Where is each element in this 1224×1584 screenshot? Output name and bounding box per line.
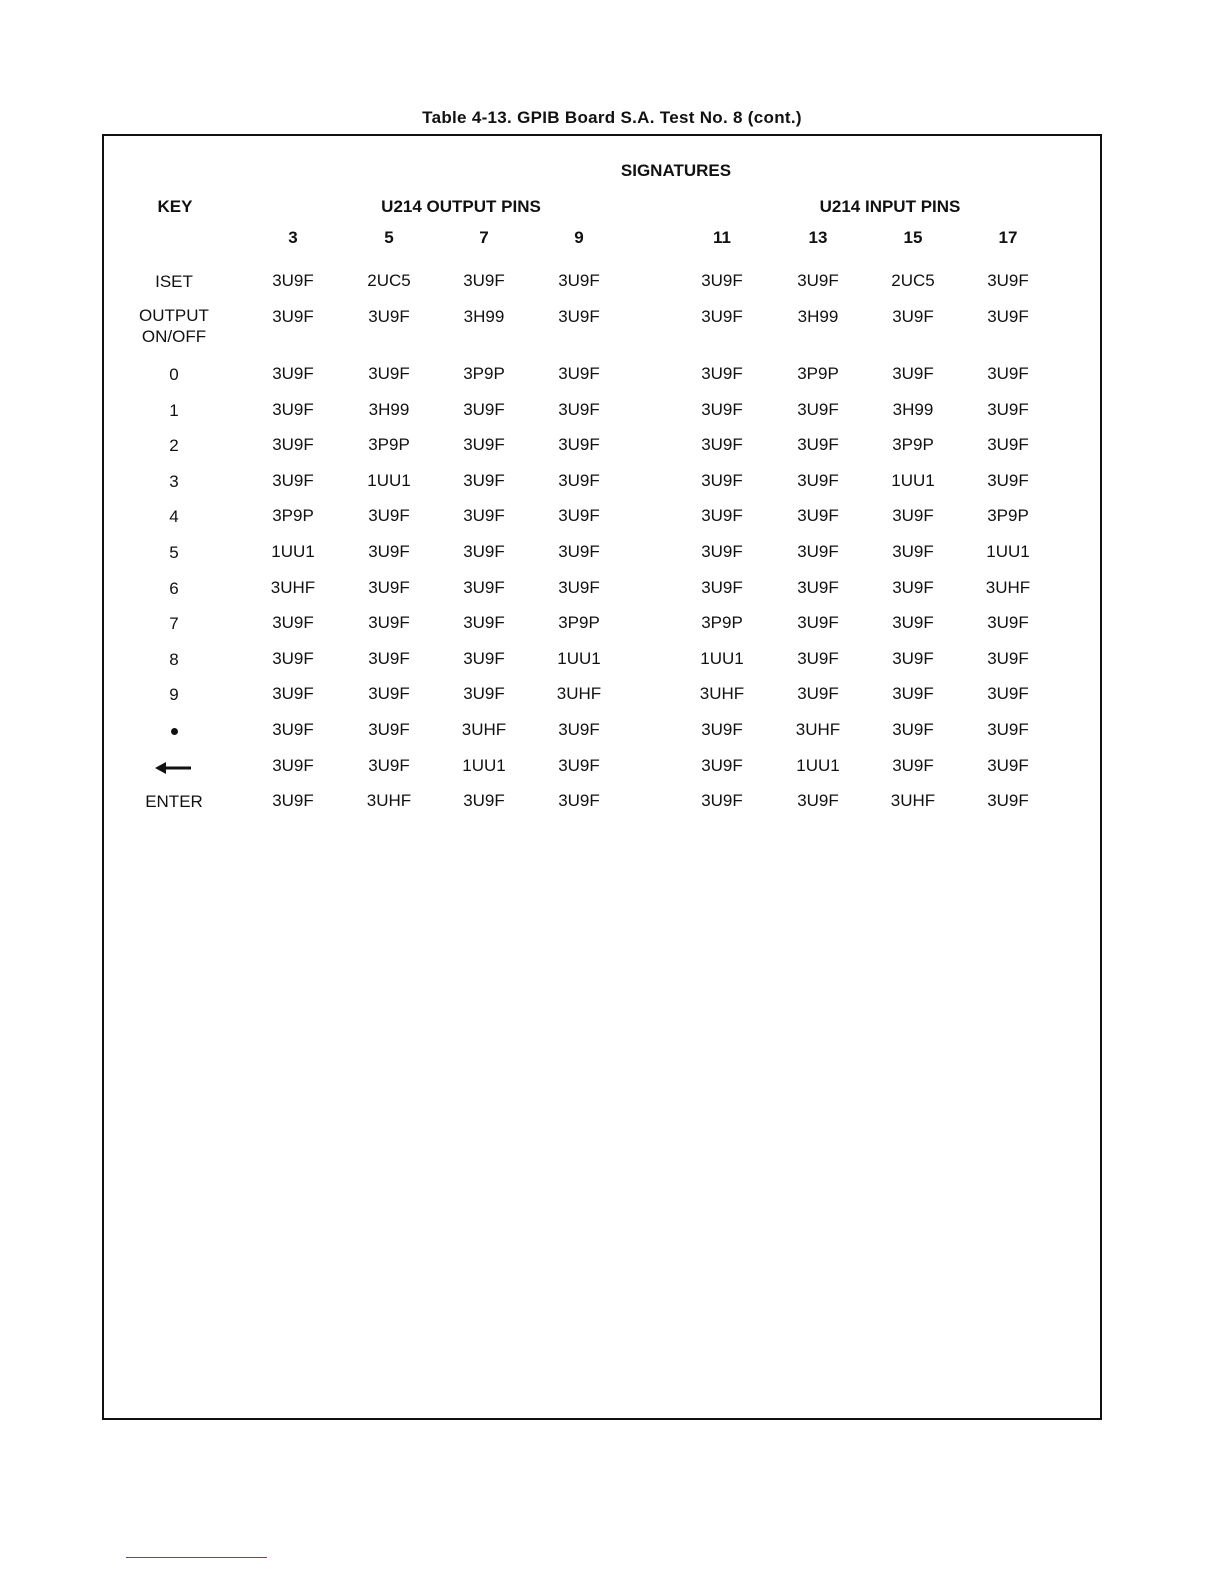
signature-cell: 3U9F [463,791,505,810]
signature-cell: 3U9F [558,271,600,290]
pin-header-13: 13 [808,228,828,247]
signature-cell: 3UHF [366,791,412,810]
signature-cell: 3U9F [272,791,314,810]
signature-cell: 3U9F [463,649,505,668]
signature-cell: 3UHF [461,720,507,739]
row-key-label: 1 [169,401,179,420]
signature-cell: 3P9P [797,364,839,383]
row-key-label: 2 [169,436,179,455]
signature-cell: 3U9F [272,756,314,775]
signature-cell: 3U9F [272,271,314,290]
footer-rule [126,1557,267,1558]
signature-cell: 3U9F [463,271,505,290]
signature-cell: 3U9F [987,720,1029,739]
signature-cell: 3U9F [558,756,600,775]
signature-cell: 3U9F [558,471,600,490]
signature-cell: 3U9F [987,307,1029,326]
signature-cell: 3U9F [892,506,934,525]
row-key-label: ENTER [145,792,203,811]
signature-cell: 3U9F [272,613,314,632]
signature-cell: 3U9F [558,506,600,525]
signature-cell: 3U9F [987,613,1029,632]
signature-cell: 3U9F [987,471,1029,490]
signature-cell: 1UU1 [462,756,506,775]
table-title: Table 4-13. GPIB Board S.A. Test No. 8 (cont.) [422,108,802,127]
signature-cell: 3U9F [463,435,505,454]
signature-cell: 3U9F [797,506,839,525]
signature-cell: 3U9F [272,435,314,454]
row-key-label: 5 [169,543,179,562]
row-key [114,305,234,347]
signature-cell: 3U9F [701,435,743,454]
signature-cell: 3U9F [797,400,839,419]
signature-cell: 3U9F [463,613,505,632]
signature-cell: 2UC5 [367,271,411,290]
signatures-header: SIGNATURES [620,161,732,180]
signature-cell: 3UHF [890,791,936,810]
signature-cell: 1UU1 [700,649,744,668]
signature-cell: 3U9F [558,578,600,597]
signature-cell: 3U9F [701,720,743,739]
row-key [114,791,234,812]
signature-cell: 3U9F [701,578,743,597]
signature-cell: 3U9F [463,471,505,490]
signature-cell: 3U9F [272,684,314,703]
signature-cell: 3U9F [892,684,934,703]
signature-cell: 3U9F [892,307,934,326]
signature-cell: 3H99 [797,307,839,326]
signature-cell: 1UU1 [557,649,601,668]
row-key [114,400,234,421]
signature-cell: 3UHF [985,578,1031,597]
signature-cell: 3UHF [699,684,745,703]
decimal-point-icon [171,728,178,735]
signature-cell: 1UU1 [271,542,315,561]
signature-cell: 3U9F [558,400,600,419]
row-key [114,684,234,705]
signature-cell: 3U9F [701,791,743,810]
signature-cell: 3U9F [368,542,410,561]
signature-cell: 3P9P [368,435,410,454]
signature-cell: 3P9P [272,506,314,525]
signature-cell: 3U9F [701,400,743,419]
row-key [114,471,234,492]
row-key-label: 4 [169,507,179,526]
signature-cell: 3UHF [270,578,316,597]
signature-cell: 3U9F [797,684,839,703]
signature-cell: 3U9F [797,271,839,290]
signature-cell: 3U9F [892,578,934,597]
signature-cell: 3U9F [797,649,839,668]
row-key-label: 8 [169,650,179,669]
signature-cell: 3U9F [797,791,839,810]
signature-cell: 1UU1 [986,542,1030,561]
output-pins-header: U214 OUTPUT PINS [381,197,541,216]
signature-cell: 3U9F [701,364,743,383]
signature-cell: 3U9F [797,578,839,597]
signature-cell: 3U9F [987,756,1029,775]
signature-cell: 3P9P [701,613,743,632]
signature-cell: 3U9F [892,364,934,383]
signature-cell: 3U9F [272,364,314,383]
signature-cell: 3U9F [987,271,1029,290]
row-key [114,435,234,456]
signature-cell: 2UC5 [891,271,935,290]
row-key-label: 0 [169,365,179,384]
pin-header-15: 15 [903,228,923,247]
signature-cell: 3H99 [368,400,410,419]
signature-cell: 3U9F [368,506,410,525]
signature-cell: 3U9F [892,613,934,632]
signature-cell: 3U9F [368,720,410,739]
signature-cell: 3U9F [797,613,839,632]
pin-header-17: 17 [998,228,1018,247]
pin-header-7: 7 [479,228,489,247]
signature-cell: 3U9F [987,435,1029,454]
signature-cell: 3U9F [272,649,314,668]
row-key-label: 6 [169,579,179,598]
signature-cell: 3P9P [463,364,505,383]
signature-cell: 3U9F [368,649,410,668]
signature-cell: 3P9P [558,613,600,632]
signature-cell: 3U9F [892,542,934,561]
row-key-label: OUTPUT [139,306,209,325]
pin-header-5: 5 [384,228,394,247]
signature-cell: 3U9F [558,307,600,326]
signature-cell: 3U9F [368,578,410,597]
signature-cell: 3U9F [272,720,314,739]
signature-cell: 1UU1 [367,471,411,490]
signature-cell: 3U9F [701,756,743,775]
row-key [114,364,234,385]
pin-header-3: 3 [288,228,298,247]
signature-cell: 3H99 [463,307,505,326]
signature-cell: 3U9F [272,307,314,326]
row-key [114,613,234,634]
signature-cell: 3U9F [892,720,934,739]
signature-cell: 1UU1 [891,471,935,490]
signature-cell: 3U9F [987,364,1029,383]
row-key-label: ISET [155,272,193,291]
backspace-arrow-icon [155,760,193,776]
signature-cell: 3U9F [987,684,1029,703]
row-key [114,506,234,527]
signature-cell: 3U9F [368,307,410,326]
signature-cell: 3U9F [272,471,314,490]
signature-cell: 3U9F [558,435,600,454]
signature-cell: 3U9F [797,471,839,490]
signature-cell: 3P9P [987,506,1029,525]
signature-cell: 1UU1 [796,756,840,775]
key-header: KEY [157,197,193,216]
row-key-label: 9 [169,685,179,704]
signature-cell: 3U9F [892,649,934,668]
signature-cell: 3U9F [701,542,743,561]
signature-cell: 3U9F [463,578,505,597]
signature-cell: 3U9F [558,720,600,739]
row-key [114,649,234,670]
signature-cell: 3U9F [701,307,743,326]
signature-cell: 3U9F [987,649,1029,668]
signature-cell: 3U9F [463,506,505,525]
row-key-label: 3 [169,472,179,491]
pin-header-9: 9 [574,228,584,247]
signature-cell: 3U9F [987,791,1029,810]
signature-cell: 3U9F [272,400,314,419]
signature-cell: 3U9F [701,471,743,490]
signature-cell: 3P9P [892,435,934,454]
signature-cell: 3U9F [797,542,839,561]
signature-cell: 3U9F [558,364,600,383]
row-key [114,756,234,777]
signature-cell: 3U9F [701,271,743,290]
signature-cell: 3U9F [701,506,743,525]
row-key [114,578,234,599]
signature-cell: 3U9F [368,613,410,632]
signature-cell: 3U9F [463,400,505,419]
signature-cell: 3U9F [987,400,1029,419]
signature-cell: 3U9F [558,791,600,810]
signature-cell: 3U9F [463,542,505,561]
pin-header-11: 11 [713,228,731,247]
signature-cell: 3H99 [892,400,934,419]
signature-cell: 3U9F [368,684,410,703]
row-key-label-line2: ON/OFF [141,327,207,346]
signature-cell: 3UHF [795,720,841,739]
input-pins-header: U214 INPUT PINS [819,197,961,216]
signature-cell: 3U9F [558,542,600,561]
signature-cell: 3UHF [556,684,602,703]
row-key [114,720,234,741]
signature-cell: 3U9F [892,756,934,775]
row-key [114,542,234,563]
row-key [114,271,234,292]
row-key-label: 7 [169,614,179,633]
signature-cell: 3U9F [797,435,839,454]
signature-cell: 3U9F [463,684,505,703]
signature-cell: 3U9F [368,756,410,775]
signature-cell: 3U9F [368,364,410,383]
